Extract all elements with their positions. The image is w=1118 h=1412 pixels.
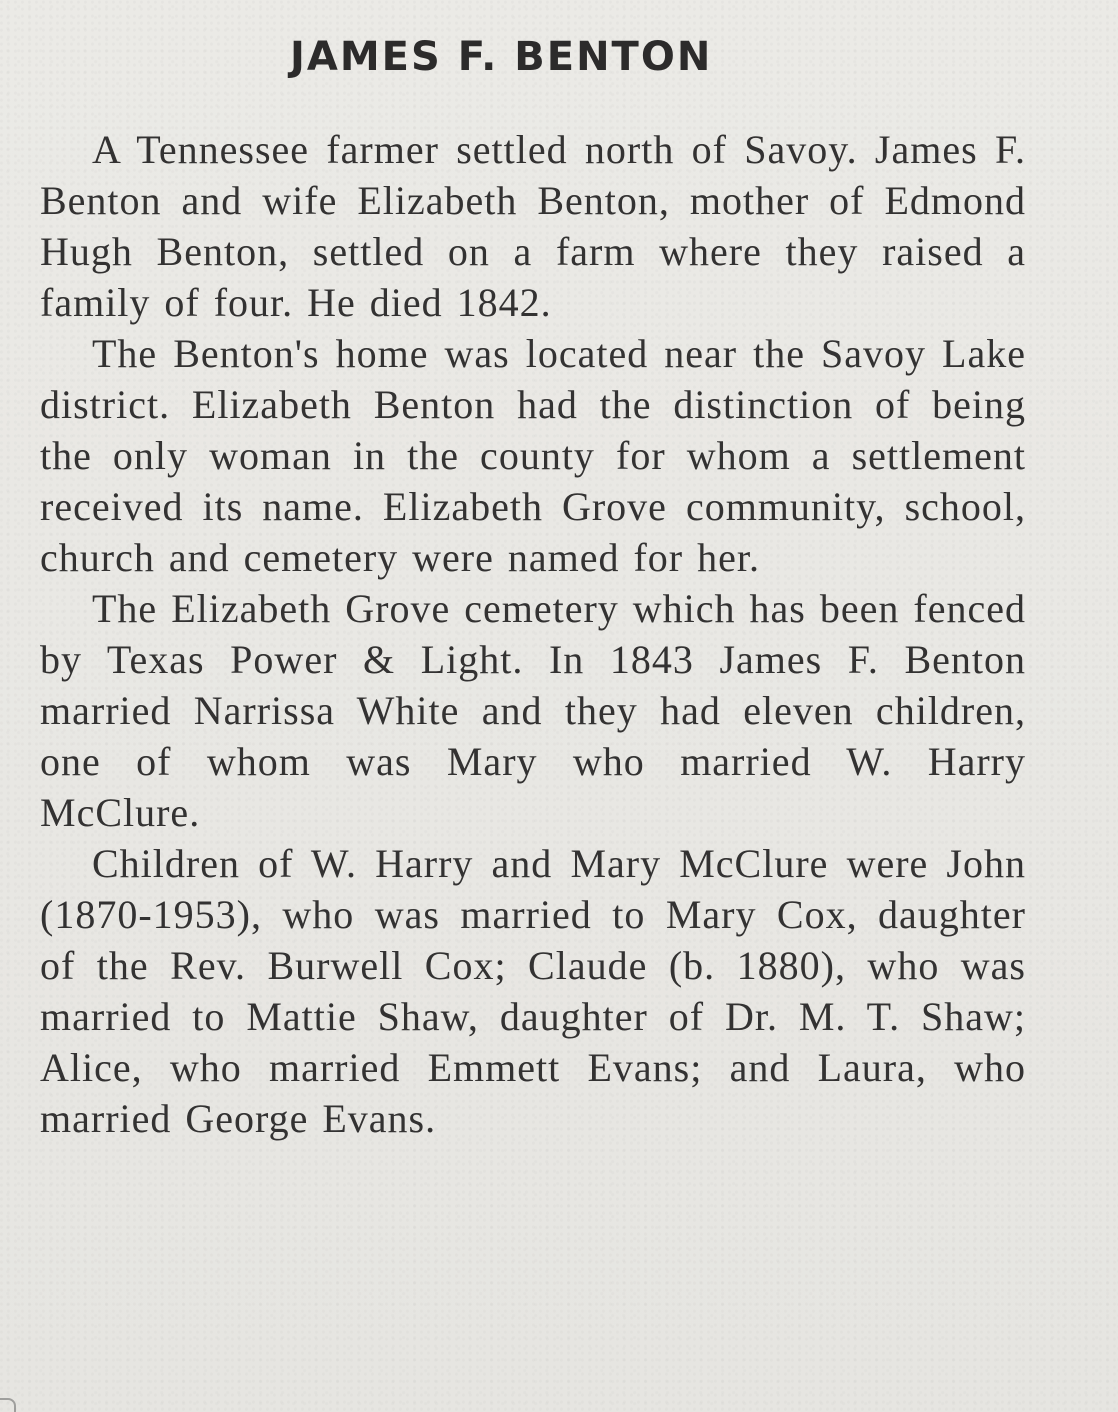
article-body	[40, 124, 1026, 1144]
article-paragraph: The Elizabeth Grove cemetery which has been fenced by Texas Power & Light. In 1843 James F. Benton married Narrissa White and they had eleven children, one of whom was Mary who married W. Harry McClure.	[40, 586, 1026, 835]
article-title: JAMES F. BENTON	[290, 34, 713, 80]
article-paragraph: The Benton's home was located near the Savoy Lake district. Elizabeth Benton had the distinction of being the only woman in the county for whom a settlement received its name. Elizabeth Grove community, school, church and cemetery were named for her.	[40, 331, 1026, 580]
page-edge-mark	[0, 1398, 16, 1412]
article-paragraph: Children of W. Harry and Mary McClure were John (1870-1953), who was married to Mary Cox, daughter of the Rev. Burwell Cox; Claude (b. 1880), who was married to Mattie Shaw, daughter of Dr. M. T. Shaw; Alice, who married Emmett Evans; and Laura, who married George Evans.	[40, 841, 1026, 1141]
article-paragraph: A Tennessee farmer settled north of Savoy. James F. Benton and wife Elizabeth Benton, mother of Edmond Hugh Benton, settled on a farm where they raised a family of four. He died 1842.	[40, 127, 1026, 325]
